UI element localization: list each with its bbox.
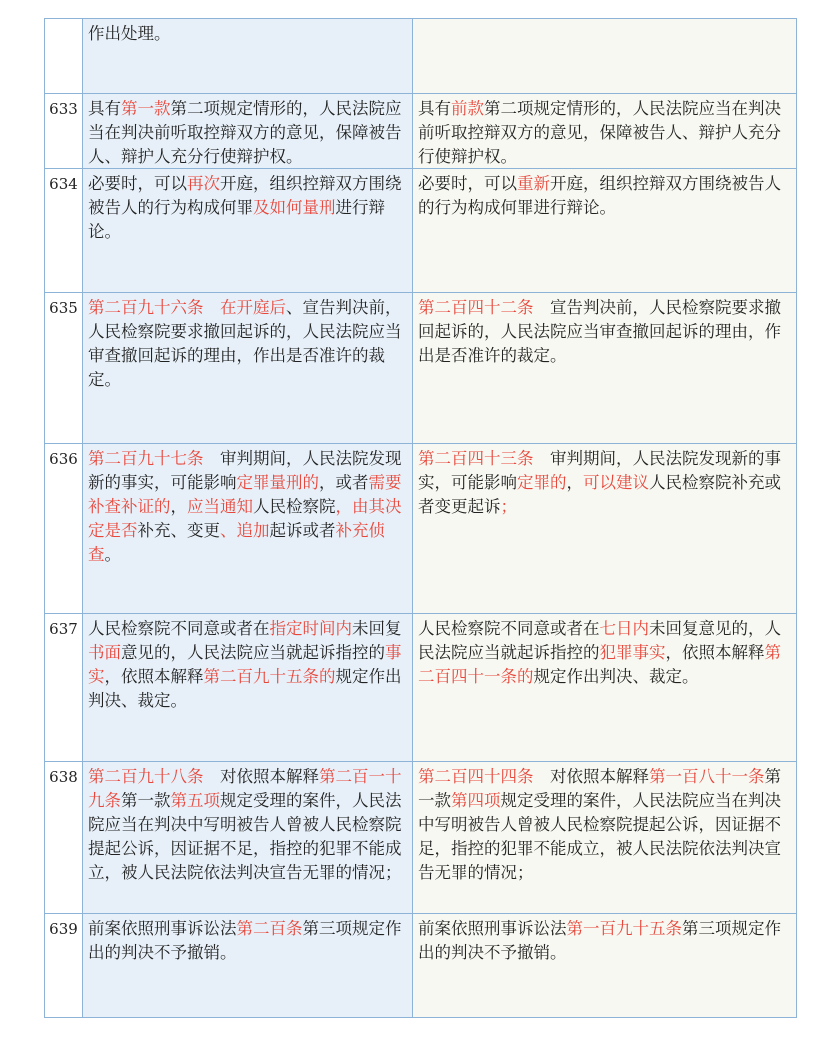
text-segment: 人民检察院 (253, 497, 336, 516)
text-segment: 未回复意见的，人民法院应当就起诉指控的 (418, 619, 781, 662)
highlighted-text: 及如何量刑 (253, 198, 336, 217)
highlighted-text: 、追加 (220, 521, 270, 540)
right-column-text (413, 169, 797, 292)
row-number (45, 19, 83, 93)
text-segment: 第二项规定情形的，人民法院应当在判决前听取控辩双方的意见，保障被告人、辩护人充分行使辩护权。 (418, 99, 781, 166)
text-segment: 必要时，可以 (418, 174, 517, 193)
right-column-text (413, 762, 797, 913)
right-column-text (413, 94, 797, 168)
highlighted-text: 定罪量刑的 (236, 473, 319, 492)
text-segment: 、宣告判决前，人民检察院要求撤回起诉的，人民法院应当审查撤回起诉的理由，作出是否准许的裁定。 (88, 298, 402, 389)
text-segment: ，依照本解释 (104, 667, 204, 686)
highlighted-text: 定罪的 (517, 473, 567, 492)
highlighted-text: 前款 (451, 99, 484, 118)
highlighted-text: 犯罪事实 (599, 643, 666, 662)
text-segment: 对依照本解释 (203, 767, 319, 786)
text-segment: 第一款 (418, 767, 781, 810)
highlighted-text: 第二百条 (236, 919, 303, 938)
right-column-text (413, 444, 797, 613)
text-segment: 人民检察院补充或者变更起诉 (418, 473, 781, 516)
text-segment: 。 (104, 545, 121, 564)
left-column-text (83, 169, 413, 292)
highlighted-text: ，由其决定是否 (88, 497, 402, 540)
text-segment: 第一款 (121, 791, 171, 810)
highlighted-text: 重新 (517, 174, 550, 193)
table-row (45, 169, 797, 293)
highlighted-text: 第二百四十一条的 (418, 643, 781, 686)
table-row (45, 914, 797, 1018)
row-number: 639 (45, 914, 83, 1017)
table-row (45, 762, 797, 914)
text-segment: 人民检察院不同意或者在 (88, 619, 270, 638)
table-row (45, 19, 797, 94)
highlighted-text: 第一款 (121, 99, 171, 118)
text-segment: 人民检察院不同意或者在 (418, 619, 600, 638)
left-column-text (83, 444, 413, 613)
text-segment: 第二项规定情形的，人民法院应当在判决前听取控辩双方的意见，保障被告人、辩护人充分行使辩护权。 (88, 99, 402, 166)
highlighted-text: 第一百九十五条 (566, 919, 682, 938)
text-segment: 审判期间，人民法院发现新的事实，可能影响 (88, 449, 402, 492)
table-row (45, 614, 797, 762)
highlighted-text: 第一百八十一条 (649, 767, 765, 786)
highlighted-text: 第二百九十五条的 (203, 667, 336, 686)
table-row (45, 94, 797, 169)
text-segment: 第三项规定作出的判决不予撤销。 (418, 919, 781, 962)
highlighted-text: 指定时间内 (269, 619, 352, 638)
right-column-text (413, 914, 797, 1017)
highlighted-text: 第二百九十八条 (88, 767, 204, 786)
text-segment: 进行辩论。 (88, 198, 385, 241)
highlighted-text: 七日内 (599, 619, 649, 638)
row-number: 634 (45, 169, 83, 292)
text-segment: 必要时，可以 (88, 174, 187, 193)
text-segment: 意见的，人民法院应当就起诉指控的 (121, 643, 385, 662)
highlighted-text: 可以建议 (583, 473, 649, 492)
right-column-text (413, 614, 797, 761)
text-segment: 审判期间，人民法院发现新的事实，可能影响 (418, 449, 781, 492)
highlighted-text: 第五项 (170, 791, 220, 810)
row-number: 638 (45, 762, 83, 913)
highlighted-text: 应当通知 (187, 497, 253, 516)
text-segment: 规定作出判决、裁定。 (533, 667, 699, 686)
highlighted-text: 再次 (187, 174, 220, 193)
left-column-text (83, 19, 413, 93)
text-segment: 开庭，组织控辩双方围绕被告人的行为构成何罪 (88, 174, 402, 217)
text-segment: 对依照本解释 (533, 767, 649, 786)
row-number: 637 (45, 614, 83, 761)
comparison-table (44, 18, 797, 1018)
right-column-text (413, 19, 797, 93)
text-segment: 规定作出判决、裁定。 (88, 667, 402, 710)
left-column-text (83, 914, 413, 1017)
text-segment: 作出处理。 (88, 24, 171, 43)
text-segment: 开庭，组织控辩双方围绕被告人的行为构成何罪进行辩论。 (418, 174, 781, 217)
text-segment: ，或者 (319, 473, 369, 492)
highlighted-text: 书面 (88, 643, 121, 662)
highlighted-text: 第四项 (451, 791, 501, 810)
left-column-text (83, 762, 413, 913)
text-segment: 宣告判决前，人民检察院要求撤回起诉的，人民法院应当审查撤回起诉的理由，作出是否准许的裁定。 (418, 298, 781, 365)
text-segment: 具有 (418, 99, 451, 118)
highlighted-text: 第二百四十三条 (418, 449, 534, 468)
text-segment: 第三项规定作出的判决不予撤销。 (88, 919, 402, 962)
text-segment: 未回复 (352, 619, 402, 638)
highlighted-text: 事实 (88, 643, 402, 686)
highlighted-text: 第二百一十九条 (88, 767, 402, 810)
highlighted-text: 第二百四十二条 (418, 298, 534, 317)
table-row (45, 293, 797, 444)
left-column-text (83, 614, 413, 761)
text-segment: 起诉或者 (269, 521, 336, 540)
highlighted-text: 第二百四十四条 (418, 767, 534, 786)
row-number: 635 (45, 293, 83, 443)
text-segment: ， (566, 473, 583, 492)
row-number: 636 (45, 444, 83, 613)
highlighted-text: ； (500, 497, 517, 516)
text-segment: 补充、变更 (137, 521, 220, 540)
table-row (45, 444, 797, 614)
left-column-text (83, 293, 413, 443)
row-number: 633 (45, 94, 83, 168)
text-segment: ， (170, 497, 187, 516)
text-segment: 前案依照刑事诉讼法 (88, 919, 237, 938)
text-segment: ，依照本解释 (665, 643, 765, 662)
text-segment: 规定受理的案件，人民法院应当在判决中写明被告人曾被人民检察院提起公诉，因证据不足，指控的犯罪不能成立，被人民法院依法判决宣告无罪的情况； (418, 791, 781, 882)
right-column-text (413, 293, 797, 443)
text-segment: 具有 (88, 99, 121, 118)
text-segment: 规定受理的案件，人民法院应当在判决中写明被告人曾被人民检察院提起公诉，因证据不足，指控的犯罪不能成立，被人民法院依法判决宣告无罪的情况； (88, 791, 402, 882)
highlighted-text: 第二百九十六条 在开庭后 (88, 298, 286, 317)
highlighted-text: 补充侦查 (88, 521, 385, 564)
highlighted-text: 第二百九十七条 (88, 449, 204, 468)
text-segment: 前案依照刑事诉讼法 (418, 919, 567, 938)
left-column-text (83, 94, 413, 168)
highlighted-text: 需要补查补证的 (88, 473, 402, 516)
